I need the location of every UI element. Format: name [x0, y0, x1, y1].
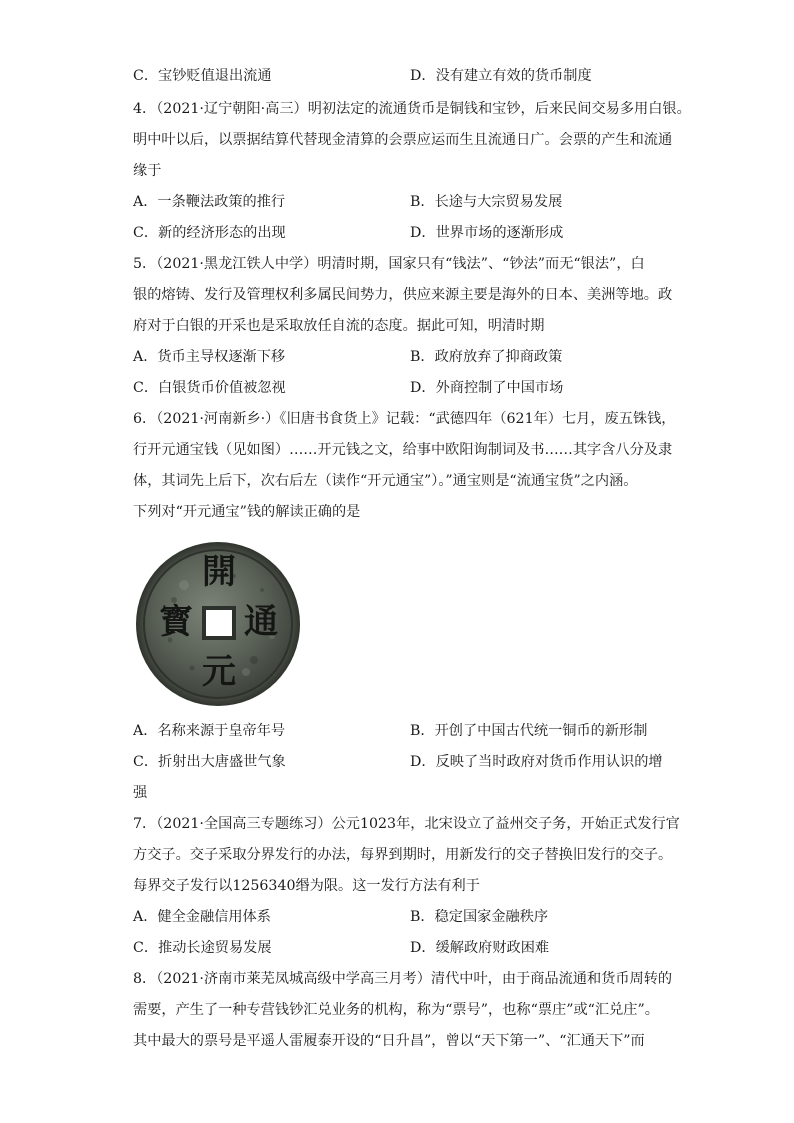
q4-stem-line-2: 明中叶以后，以票据结算代替现金清算的会票应运而生且流通日广。会票的产生和流通 — [133, 132, 673, 148]
coin-square-hole — [206, 610, 232, 636]
q6-stem-line-2: 行开元通宝钱（见如图）……开元钱之文，给事中欧阳询制词及书……其字含八分及隶 — [133, 442, 673, 458]
q5-option-a[interactable]: A．货币主导权逐渐下移 — [133, 349, 286, 365]
q4-option-b[interactable]: B．长途与大宗贸易发展 — [410, 194, 563, 210]
coin-char-bottom: 元 — [202, 652, 236, 692]
coin-char-top: 開 — [202, 552, 236, 592]
q7-option-c[interactable]: C．推动长途贸易发展 — [133, 940, 272, 956]
q4-option-a[interactable]: A．一条鞭法政策的推行 — [133, 194, 286, 210]
q7-stem-line-3: 每界交子发行以1256340缗为限。这一发行方法有利于 — [133, 878, 480, 894]
q6-option-c[interactable]: C．折射出大唐盛世气象 — [133, 754, 286, 770]
q4-stem-line-3: 缘于 — [133, 163, 162, 179]
q6-option-b[interactable]: B．开创了中国古代统一铜币的新形制 — [410, 723, 648, 739]
q8-stem-line-3: 其中最大的票号是平遥人雷履泰开设的“日升昌”，曾以“天下第一”、“汇通天下”而 — [133, 1033, 645, 1049]
q3-option-d[interactable]: D．没有建立有效的货币制度 — [410, 68, 592, 84]
q3-option-c[interactable]: C．宝钞贬值退出流通 — [133, 68, 272, 84]
q5-option-b[interactable]: B．政府放弃了抑商政策 — [410, 349, 563, 365]
q6-stem-line-4: 下列对“开元通宝”钱的解读正确的是 — [133, 504, 361, 520]
coin-char-right: 通 — [244, 602, 278, 642]
q5-stem-line-1: 5．（2021·黑龙江铁人中学）明清时期，国家只有“钱法”、“钞法”而无“银法”，白 — [133, 256, 645, 272]
q5-stem-line-3: 府对于白银的开采也是采取放任自流的态度。据此可知，明清时期 — [133, 318, 545, 334]
q8-stem-line-2: 需要，产生了一种专营钱钞汇兑业务的机构，称为“票号”，也称“票庄”或“汇兑庄”。 — [133, 1002, 659, 1018]
q6-option-d-continued: 强 — [133, 785, 148, 801]
q6-option-d[interactable]: D．反映了当时政府对货币作用认识的增 — [410, 754, 663, 770]
q7-option-b[interactable]: B．稳定国家金融秩序 — [410, 909, 549, 925]
q8-stem-line-1: 8．（2021·济南市莱芜凤城高级中学高三月考）清代中叶，由于商品流通和货币周转的 — [133, 971, 673, 987]
q7-stem-line-2: 方交子。交子采取分界发行的办法，每界到期时，用新发行的交子替换旧发行的交子。 — [133, 847, 673, 863]
kaiyuan-tongbao-coin-image — [134, 540, 302, 708]
q6-stem-line-3: 体，其词先上后下，次右后左（读作“开元通宝”）。”通宝则是“流通宝货”之内涵。 — [133, 473, 638, 489]
q7-option-a[interactable]: A．健全金融信用体系 — [133, 909, 271, 925]
q4-stem-line-1: 4．（2021·辽宁朝阳·高三）明初法定的流通货币是铜钱和宝钞，后来民间交易多用白银。 — [133, 101, 691, 117]
q6-option-a[interactable]: A．名称来源于皇帝年号 — [133, 723, 286, 739]
q4-option-d[interactable]: D．世界市场的逐渐形成 — [410, 225, 564, 241]
coin-char-left: 寳 — [159, 602, 193, 642]
q6-stem-line-1: 6．（2021·河南新乡·）《旧唐书食货上》记载：“武德四年（621年）七月，废五铢钱， — [133, 411, 676, 427]
q4-option-c[interactable]: C．新的经济形态的出现 — [133, 225, 286, 241]
q5-option-d[interactable]: D．外商控制了中国市场 — [410, 380, 564, 396]
q7-option-d[interactable]: D．缓解政府财政困难 — [410, 940, 550, 956]
q5-option-c[interactable]: C．白银货币价值被忽视 — [133, 380, 286, 396]
q7-stem-line-1: 7．（2021·全国高三专题练习）公元1023年，北宋设立了益州交子务，开始正式发行官 — [133, 816, 680, 832]
q5-stem-line-2: 银的熔铸、发行及管理权利多属民间势力，供应来源主要是海外的日本、美洲等地。政 — [133, 287, 673, 303]
